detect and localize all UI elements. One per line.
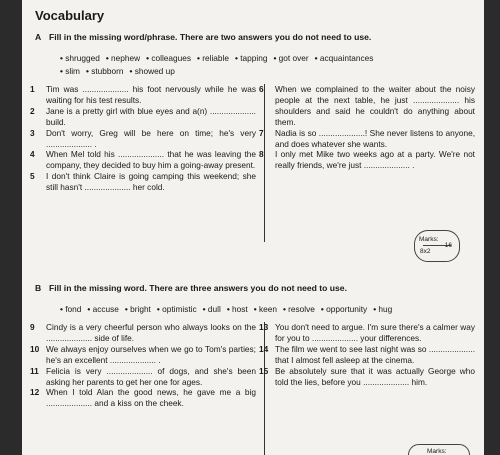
question-item: 2 Jane is a pretty girl with blue eyes and a(n) .................... build. bbox=[30, 105, 256, 127]
section-a-right-column bbox=[259, 84, 475, 171]
section-b-right-column bbox=[259, 322, 475, 387]
word-bank-item: • shrugged bbox=[60, 53, 100, 63]
question-item: 6 When we complained to the waiter about the noisy people at the next table, he just .................... his shoulders and said he couldn't do anything about them. bbox=[259, 84, 475, 127]
question-item: 3 Don't worry, Greg will be here on time; he's very .................... . bbox=[30, 127, 256, 149]
question-item: 12 When I told Alan the good news, he gave me a big .................... and a kiss on the cheek. bbox=[30, 387, 256, 409]
section-b-instruction: B Fill in the missing word. There are three answers you do not need to use. bbox=[35, 283, 347, 293]
section-b-word-bank bbox=[60, 303, 398, 316]
question-item: 5 I don't think Claire is going camping this weekend; she still hasn't .................... her cold. bbox=[30, 171, 256, 193]
word-bank-item: • colleagues bbox=[146, 53, 191, 63]
marks-box-b: Marks: bbox=[408, 444, 470, 455]
word-bank-item: • slim bbox=[60, 66, 80, 76]
word-bank-item: • opportunity bbox=[321, 304, 367, 314]
question-item: 14 The film we went to see last night was so .................... that I almost fell asleep at the cinema. bbox=[259, 343, 475, 365]
marks-box-a: Marks: 8x2 16 bbox=[414, 230, 460, 262]
question-item: 8 I only met Mike two weeks ago at a party. We're not really friends, we're just .................... . bbox=[259, 149, 475, 171]
page-title: Vocabulary bbox=[35, 8, 105, 23]
word-bank-item: • showed up bbox=[129, 66, 174, 76]
question-item: 15 Be absolutely sure that it was actually George who told the lies, before you .................... him. bbox=[259, 365, 475, 387]
word-bank-item: • acquaintances bbox=[315, 53, 374, 63]
question-item: 10 We always enjoy ourselves when we go to Tom's parties; he's an excellent .................... . bbox=[30, 343, 256, 365]
word-bank-item: • optimistic bbox=[157, 304, 197, 314]
worksheet-page bbox=[22, 0, 484, 455]
word-bank-item: • nephew bbox=[106, 53, 140, 63]
word-bank-item: • dull bbox=[203, 304, 221, 314]
section-b-letter: B bbox=[35, 283, 42, 293]
question-item: 1 Tim was .................... his foot nervously while he was waiting for his test results. bbox=[30, 84, 256, 105]
word-bank-item: • bright bbox=[125, 304, 151, 314]
word-bank-item: • host bbox=[227, 304, 248, 314]
word-bank-item: • got over bbox=[273, 53, 308, 63]
word-bank-item: • keen bbox=[254, 304, 277, 314]
word-bank-item: • reliable bbox=[197, 53, 229, 63]
question-item: 13 You don't need to argue. I'm sure there's a calmer way for you to .................... your differences. bbox=[259, 322, 475, 343]
section-a-word-bank-line1 bbox=[60, 52, 379, 65]
word-bank-item: • accuse bbox=[87, 304, 119, 314]
question-item: 11 Felicia is very .................... of dogs, and she's been asking her parents to get her one for ages. bbox=[30, 365, 256, 387]
section-b-left-column bbox=[30, 322, 256, 409]
section-a-letter: A bbox=[35, 32, 42, 42]
section-a-word-bank-line2 bbox=[60, 65, 181, 78]
section-a-instruction: A Fill in the missing word/phrase. There are two answers you do not need to use. bbox=[35, 32, 372, 42]
section-a-left-column bbox=[30, 84, 256, 193]
question-item: 4 When Mel told his .................... that he was leaving the company, they decided to buy him a going-away present. bbox=[30, 149, 256, 171]
word-bank-item: • tapping bbox=[235, 53, 267, 63]
question-item: 7 Nadia is so ....................! She never listens to anyone, and does whatever she wants. bbox=[259, 127, 475, 149]
word-bank-item: • hug bbox=[373, 304, 392, 314]
word-bank-item: • fond bbox=[60, 304, 81, 314]
word-bank-item: • stubborn bbox=[86, 66, 124, 76]
word-bank-item: • resolve bbox=[283, 304, 315, 314]
question-item: 9 Cindy is a very cheerful person who always looks on the .................... side of life. bbox=[30, 322, 256, 343]
